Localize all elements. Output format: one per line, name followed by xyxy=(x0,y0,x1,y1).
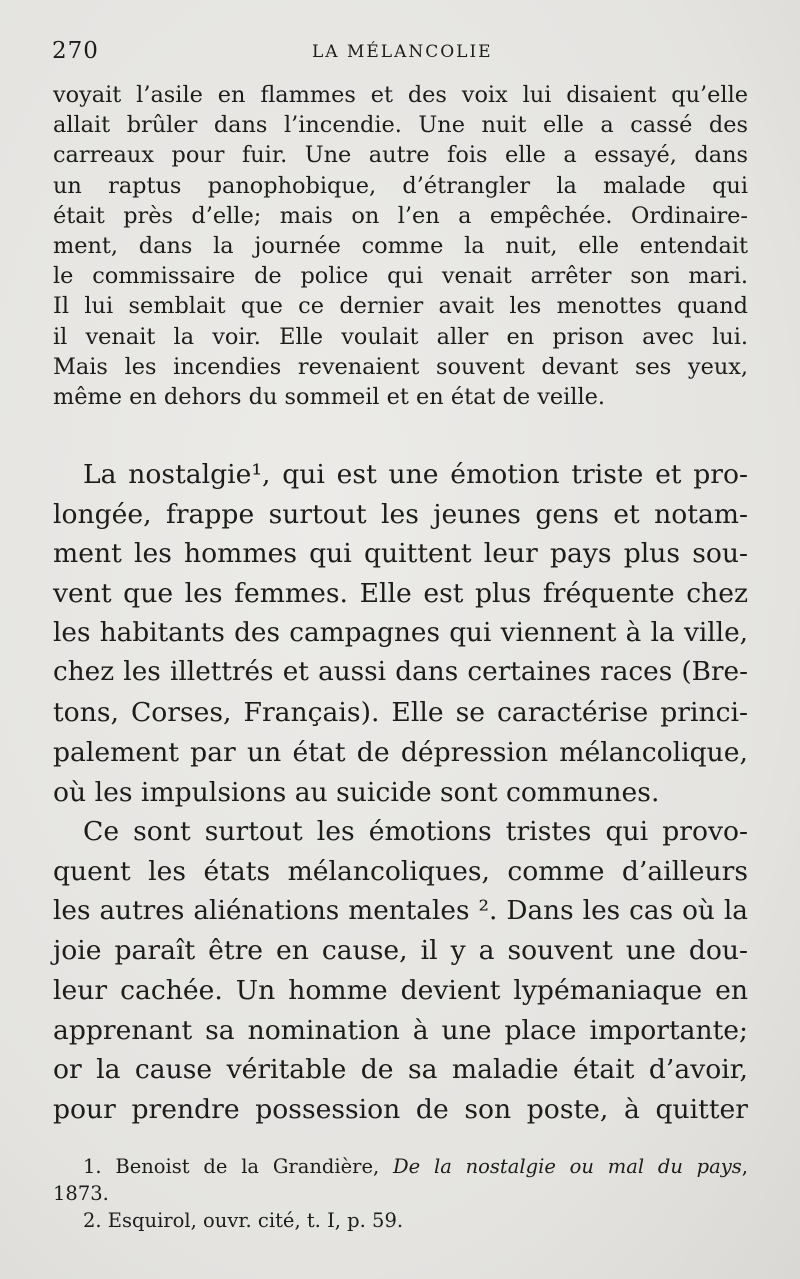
text-line: les autres aliénations mentales ². Dans les cas où la xyxy=(53,895,748,926)
running-title: LA MÉLANCOLIE xyxy=(312,42,493,62)
text-line: le commissaire de police qui venait arrêter son mari. xyxy=(53,263,748,290)
text-line: joie paraît être en cause, il y a souvent une dou- xyxy=(53,935,748,967)
text-line: ment, dans la journée comme la nuit, elle entendait xyxy=(53,232,748,259)
footnote-1 xyxy=(53,1153,748,1180)
text-line: les habitants des campagnes qui viennent à la ville, xyxy=(53,617,748,648)
text-line: La nostalgie¹, qui est une émotion triste et pro- xyxy=(83,459,748,490)
text-line: palement par un état de dépression mélancolique, xyxy=(53,736,748,768)
text-line: vent que les femmes. Elle est plus fréquente chez xyxy=(53,578,748,610)
text-line: tons, Corses, Français). Elle se caractérise princi- xyxy=(53,697,748,729)
text-line: Ce sont surtout les émotions tristes qui provo- xyxy=(83,816,748,848)
text-line: voyait l’asile en flammes et des voix lui disaient qu’elle xyxy=(53,82,748,108)
footnote-2: 2. Esquirol, ouvr. cité, t. I, p. 59. xyxy=(83,1209,404,1232)
text-line: était près d’elle; mais on l’en a empêchée. Ordinaire- xyxy=(53,202,748,229)
footnote-1-author: 1. Benoist de la Grandière, xyxy=(83,1155,394,1178)
text-line: or la cause véritable de sa maladie était d’avoir, xyxy=(53,1054,748,1086)
footnote-1-comma: , xyxy=(741,1155,748,1178)
footnote-1-title: De la nostalgie ou mal du pays xyxy=(393,1155,742,1178)
text-line: où les impulsions au suicide sont communes. xyxy=(53,776,660,808)
text-line: il venait la voir. Elle voulait aller en prison avec lui. xyxy=(53,323,748,350)
text-line: longée, frappe surtout les jeunes gens et notam- xyxy=(53,498,748,530)
continued-case-paragraph xyxy=(53,80,748,412)
footnotes xyxy=(53,1153,748,1234)
page-header xyxy=(52,38,752,68)
text-line: pour prendre possession de son poste, à quitter xyxy=(53,1094,748,1125)
main-body-text xyxy=(53,455,748,1130)
text-line: Mais les incendies revenaient souvent devant ses yeux, xyxy=(53,353,748,380)
text-line: leur cachée. Un homme devient lypémaniaque en xyxy=(53,974,748,1006)
text-line: un raptus panophobique, d’étrangler la malade qui xyxy=(53,172,748,199)
footnote-1-year: 1873. xyxy=(53,1182,109,1205)
text-line: Il lui semblait que ce dernier avait les menottes quand xyxy=(53,293,748,320)
text-line: quent les états mélancoliques, comme d’ailleurs xyxy=(53,855,748,887)
text-line: allait brûler dans l’incendie. Une nuit elle a cassé des xyxy=(53,112,748,139)
page-number: 270 xyxy=(52,38,99,64)
text-line: ment les hommes qui quittent leur pays plus sou- xyxy=(53,538,748,570)
text-line: chez les illettrés et aussi dans certaines races (Bre- xyxy=(53,657,748,688)
text-line: carreaux pour fuir. Une autre fois elle a essayé, dans xyxy=(53,142,748,169)
text-line: apprenant sa nomination à une place importante; xyxy=(53,1014,748,1046)
text-line: même en dehors du sommeil et en état de veille. xyxy=(53,383,605,410)
